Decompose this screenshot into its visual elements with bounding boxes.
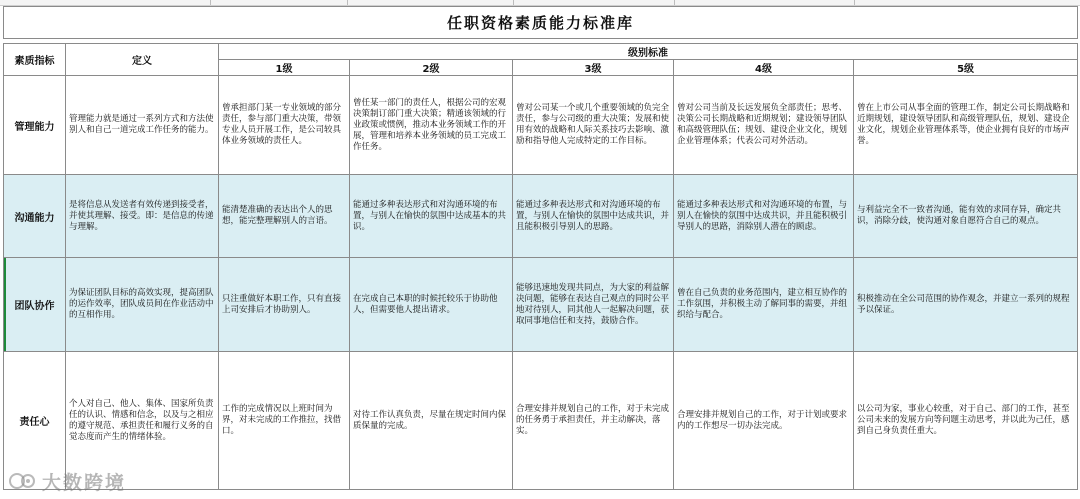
column-marker: [210, 0, 211, 5]
level-cell-3[interactable]: 能够迅速地发现共同点，为大家的利益解决问题，能够在表达自己观点的同时公平地对待别人，同其他人一起解决问题，获取同事地信任和支持，鼓励合作。: [513, 258, 674, 352]
table-row-communication: [4, 175, 1078, 258]
level-cell-5[interactable]: 曾在上市公司从事全面的管理工作，制定公司长期战略和近期规划，建设领导团队和高级管理队伍，规划、建设企业文化，规划企业管理体系等，使企业拥有良好的市场声誉。: [854, 76, 1078, 175]
qualification-table: [3, 6, 1078, 490]
level-cell-3[interactable]: 曾对公司某一个或几个重要领域的负完全责任，参与公司级的重大决策；发展和使用有效的战略和人际关系技巧去影响、激励和指导他人完成特定的工作目标。: [513, 76, 674, 175]
column-marker: [854, 0, 855, 5]
level-cell-5[interactable]: 积极推动在全公司范围的协作观念，并建立一系列的规程予以保证。: [854, 258, 1078, 352]
level-cell-4[interactable]: 合理安排并规划自己的工作，对于计划或要求内的工作想尽一切办法完成。: [674, 352, 854, 490]
header-indicator[interactable]: 素质指标: [4, 44, 66, 76]
table-row-responsibility: [4, 352, 1078, 490]
level-cell-2[interactable]: 曾任某一部门的责任人，根据公司的宏观决策制订部门重大决策；精通该领域的行业政策或惯例，推动本业务领域工作的开展，管理和培养本业务领域的员工完成工作任务。: [350, 76, 513, 175]
row-name[interactable]: 管理能力: [4, 76, 66, 175]
row-name[interactable]: 沟通能力: [4, 175, 66, 258]
level-cell-1[interactable]: 工作的完成情况以上班时间为界，对未完成的工作推拉，找借口。: [219, 352, 350, 490]
watermark: [8, 468, 126, 494]
row-definition[interactable]: 是将信息从发送者有效传递到接受者，并使其理解、接受。即：是信息的传递与理解。: [66, 175, 219, 258]
level-cell-5[interactable]: 与利益完全不一致者沟通，能有效的求同存异，确定共识，消除分歧，使沟通对象自愿符合自己的观点。: [854, 175, 1078, 258]
header-level-4[interactable]: 4级: [674, 60, 854, 76]
header-level-group[interactable]: 级别标准: [219, 44, 1078, 60]
header-definition[interactable]: 定义: [66, 44, 219, 76]
watermark-text: 大数跨境: [42, 471, 127, 494]
column-marker: [347, 0, 348, 5]
level-cell-1[interactable]: 只注重做好本职工作，只有直接上司安排后才协助别人。: [219, 258, 350, 352]
level-cell-4[interactable]: 能通过多种表达形式和对沟通环境的布置，与别人在愉快的氛围中达成共识，并且能积极引导别人的思路，消除别人潜在的顾虑。: [674, 175, 854, 258]
watermark-logo-icon: [8, 469, 38, 493]
level-cell-5[interactable]: 以公司为家，事业心较重，对于自己、部门的工作，甚至公司未来的发展方向等问题主动思考，并以此为己任，感到自己身负责任重大。: [854, 352, 1078, 490]
header-level-3[interactable]: 3级: [513, 60, 674, 76]
row-definition[interactable]: 个人对自己、他人、集体、国家所负责任的认识、情感和信念，以及与之相应的遵守规范、承担责任和履行义务的自觉态度而产生的情绪体验。: [66, 352, 219, 490]
column-marker: [674, 0, 675, 5]
row-definition[interactable]: 管理能力就是通过一系列方式和方法使别人和自己一道完成工作任务的能力。: [66, 76, 219, 175]
level-cell-4[interactable]: 曾对公司当前及长远发展负全部责任；思考、决策公司长期战略和近期规划；建设领导团队和高级管理队伍；规划、建设企业文化，规划企业管理体系；代表公司对外活动。: [674, 76, 854, 175]
header-level-5[interactable]: 5级: [854, 60, 1078, 76]
level-cell-3[interactable]: 合理安排并规划自己的工作，对于未完成的任务勇于承担责任，并主动解决，落实。: [513, 352, 674, 490]
level-cell-1[interactable]: 能清楚准确的表达出个人的思想，能完整理解别人的言语。: [219, 175, 350, 258]
level-cell-3[interactable]: 能通过多种表达形式和对沟通环境的布置，与别人在愉快的氛围中达成共识，并且能积极引导别人的思路。: [513, 175, 674, 258]
table-row-teamwork: [4, 258, 1078, 352]
level-cell-2[interactable]: 在完成自己本职的时候托较乐于协助他人，但需要他人提出请求。: [350, 258, 513, 352]
header-level-2[interactable]: 2级: [350, 60, 513, 76]
level-cell-1[interactable]: 曾承担部门某一专业领域的部分责任，参与部门重大决策，带领专业人员开展工作，是公司较具体业务领域的责任人。: [219, 76, 350, 175]
column-marker: [513, 0, 514, 5]
level-cell-2[interactable]: 对待工作认真负责，尽量在规定时间内保质保量的完成。: [350, 352, 513, 490]
row-name[interactable]: 责任心: [4, 352, 66, 490]
header-level-1[interactable]: 1级: [219, 60, 350, 76]
level-cell-4[interactable]: 曾在自己负责的业务范围内，建立相互协作的工作氛围，并积极主动了解同事的需要，并组织给与配合。: [674, 258, 854, 352]
row-definition[interactable]: 为保证团队目标的高效实现，提高团队的运作效率，团队成员间在作业活动中的互相作用。: [66, 258, 219, 352]
level-cell-2[interactable]: 能通过多种表达形式和对沟通环境的布置，与别人在愉快的氛围中达成基本的共识。: [350, 175, 513, 258]
row-name[interactable]: 团队协作: [4, 258, 66, 352]
table-title[interactable]: 任职资格素质能力标准库: [4, 7, 1078, 39]
table-row-management: [4, 76, 1078, 175]
